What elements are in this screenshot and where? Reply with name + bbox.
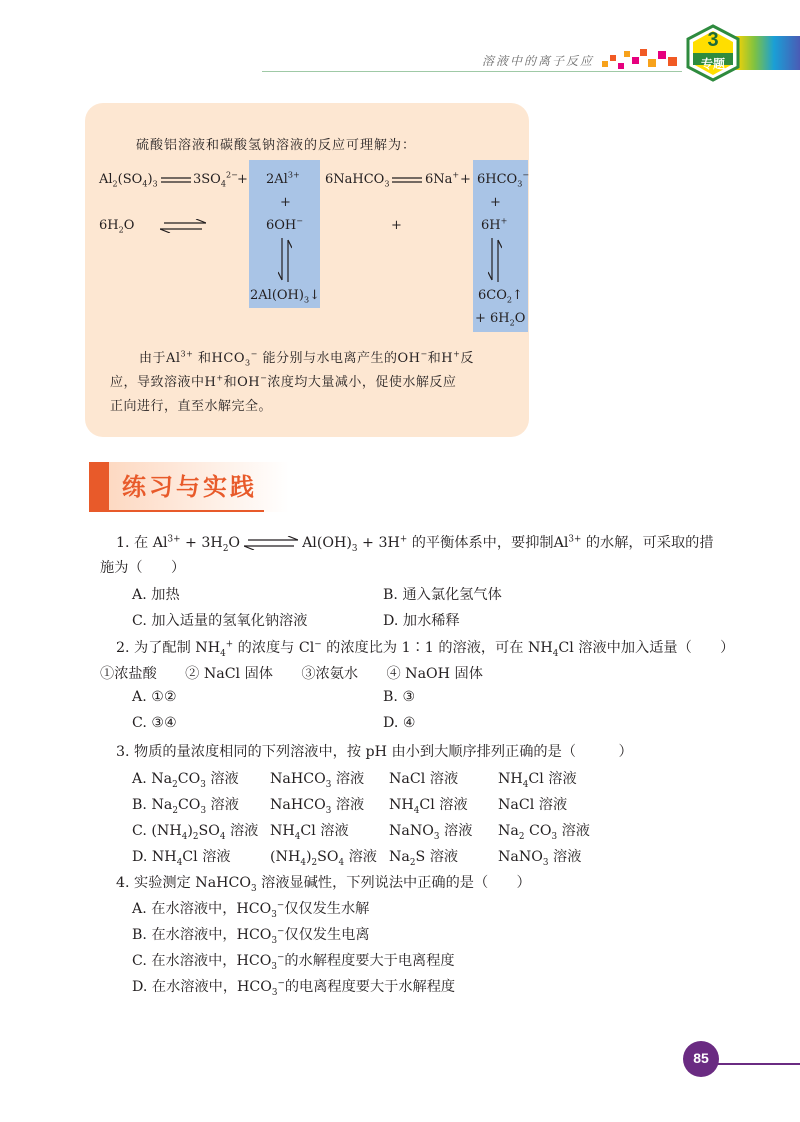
- question-2-line-1: 2. 为了配制 $NH_4^+$ 的浓度与 Cl− 的浓度比为 1∶1 的溶液，可在 $NH_4Cl$ 溶液中加入适量（ ）: [116, 639, 735, 659]
- q3-b-col1: B. $Na_2CO_3$ 溶液: [132, 797, 239, 816]
- reversible-arrow-icon: [160, 219, 206, 233]
- chapter-badge: [684, 24, 742, 82]
- q3-d-col2: $(NH_4)_2SO_4$ 溶液: [270, 849, 377, 868]
- hydrogen-ion: 6H+: [481, 216, 508, 233]
- section-title-underline: [109, 510, 264, 512]
- running-header: 溶液中的离子反应: [482, 54, 595, 68]
- chapter-number: 3: [707, 29, 719, 51]
- q1-option-a: A. 加热: [132, 587, 180, 603]
- q2-option-b: B. ③: [383, 689, 416, 705]
- q3-d-col3: $Na_2S$ 溶液: [389, 849, 459, 868]
- ionization-equals-sign-2: [392, 175, 422, 185]
- page-number: 85: [693, 1050, 709, 1066]
- reversible-arrow-icon: [244, 536, 298, 550]
- q4-option-b: B. 在水溶液中，$HCO_3^-$仅仅发生电离: [132, 926, 370, 946]
- q3-a-col3: NaCl 溶液: [389, 771, 459, 787]
- q2-option-c: C. ③④: [132, 715, 177, 731]
- ionization-equals-sign: [161, 175, 191, 185]
- vertical-reversible-arrow-icon: [488, 238, 502, 282]
- chapter-label: 专题: [700, 57, 725, 71]
- box-paragraph-line-2: 应，导致溶液中H+和OH−浓度均大量减小，促使水解反应: [110, 373, 457, 390]
- q3-d-col1: D. $NH_4Cl$ 溶液: [132, 849, 231, 868]
- question-3: 3. 物质的量浓度相同的下列溶液中，按 pH 由小到大顺序排列正确的是（ ）: [116, 744, 633, 760]
- q3-a-col4: $NH_4Cl$ 溶液: [498, 771, 577, 790]
- question-1-line-2: 施为（ ）: [100, 560, 186, 576]
- q3-c-col3: NaNO$_3$ 溶液: [389, 823, 473, 842]
- q3-d-col4: NaNO$_3$ 溶液: [498, 849, 582, 868]
- bicarbonate-ion: $6HCO_3^-$: [477, 170, 530, 189]
- section-title-bar: [89, 462, 109, 512]
- plus-sign: +: [280, 195, 291, 210]
- q3-b-col2: NaHCO$_3$ 溶液: [270, 797, 365, 816]
- q4-option-c: C. 在水溶液中，$HCO_3^-$的水解程度要大于电离程度: [132, 952, 455, 972]
- q4-option-a: A. 在水溶液中，$HCO_3^-$仅仅发生水解: [132, 900, 370, 920]
- q3-a-col1: A. $Na_2CO_3$ 溶液: [132, 771, 239, 790]
- question-1-line-1: 1. 在 $Al^{3+} + 3H_2O$ $Al(OH)_3 + 3H^+$ 的平衡体系中，要抑制$Al^{3+}$ 的水解，可采取的措: [116, 534, 714, 554]
- q3-b-col3: $NH_4Cl$ 溶液: [389, 797, 468, 816]
- plus-sign: +: [237, 172, 248, 187]
- q3-c-col1: C. $(NH_4)_2SO_4$ 溶液: [132, 823, 259, 842]
- water-formula: $6H_2O$: [99, 218, 135, 235]
- q1-option-d: D. 加水稀释: [383, 613, 460, 629]
- q2-option-a: A. ①②: [132, 689, 177, 705]
- plus-sign: +: [490, 195, 501, 210]
- chapter-color-stripe: [735, 36, 800, 70]
- q2-option-d: D. ④: [383, 715, 416, 731]
- aluminum-hydroxide-product: $2Al(OH)_3↓$: [250, 288, 320, 305]
- sulfate-ion: $3SO_4^{2-}$: [193, 170, 238, 189]
- question-4: 4. 实验测定 NaHCO$_3$ 溶液显碱性，下列说法中正确的是（ ）: [116, 875, 531, 894]
- q3-c-col4: $Na_2$ $CO_3$ 溶液: [498, 823, 590, 842]
- carbon-dioxide-product: $6CO_2↑$: [478, 288, 523, 305]
- sodium-bicarbonate-formula: 6NaHCO$_3$: [325, 172, 390, 189]
- q3-c-col2: $NH_4Cl$ 溶液: [270, 823, 349, 842]
- aluminum-sulfate-formula: $Al_2(SO_4)_3$: [99, 172, 158, 189]
- q4-option-d: D. 在水溶液中，$HCO_3^-$的电离程度要大于水解程度: [132, 978, 456, 998]
- box-paragraph-line-1: 由于$Al^{3+}$ 和$HCO_3^-$ 能分别与水电离产生的OH−和H+反: [139, 349, 474, 368]
- q1-option-b: B. 通入氯化氢气体: [383, 587, 502, 603]
- q3-a-col2: NaHCO$_3$ 溶液: [270, 771, 365, 790]
- q1-option-c: C. 加入适量的氢氧化钠溶液: [132, 613, 308, 629]
- section-title: 练习与实践: [122, 472, 257, 501]
- hydroxide-ion: 6OH−: [266, 216, 304, 233]
- q3-b-col4: NaCl 溶液: [498, 797, 568, 813]
- sodium-ion: 6Na+: [425, 170, 460, 187]
- question-2-items: ①浓盐酸 ② NaCl 固体 ③浓氨水 ④ NaOH 固体: [100, 666, 483, 682]
- box-intro: 硫酸铝溶液和碳酸氢钠溶液的反应可理解为：: [136, 138, 417, 153]
- footer-rule: [718, 1063, 800, 1065]
- aluminum-ion: $2Al^{3+}$: [266, 170, 300, 187]
- plus-sign: +: [391, 218, 402, 233]
- water-product: + $6H_2O$: [475, 311, 526, 328]
- plus-sign: +: [460, 172, 471, 187]
- box-paragraph-line-3: 正向进行，直至水解完全。: [110, 399, 273, 414]
- vertical-reversible-arrow-icon: [278, 238, 292, 282]
